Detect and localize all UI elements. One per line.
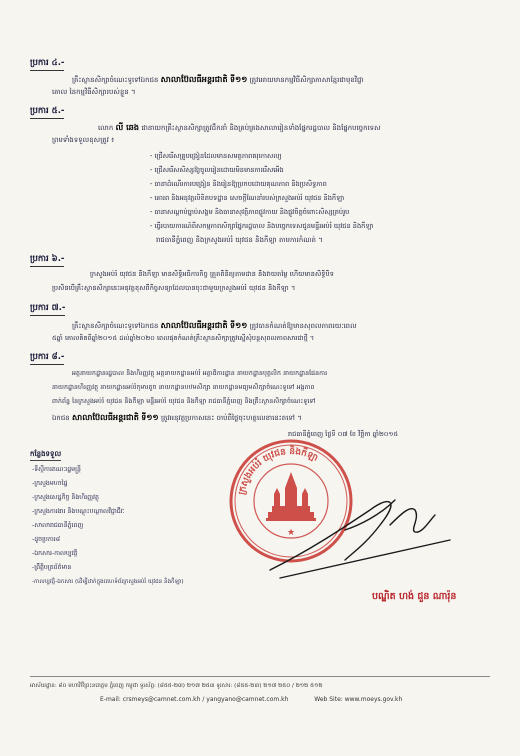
recipients-title: កន្លែងទទួល bbox=[30, 450, 61, 461]
school-name: សាលាប៊ែលធីអន្តរជាតិ bbox=[160, 75, 228, 84]
article-4-prefix: គ្រឹះស្ថានសិក្សាចំណេះទូទៅឯកជន bbox=[72, 76, 159, 84]
recipient-item: -ក្រសួងការងារ និងបណ្តុះបណ្តាលវិជ្ជាជីវៈ bbox=[32, 508, 125, 515]
duty-bullet-continued: រាជធានីភ្នំពេញ និងក្រសួងអប់រំ យុវជន និងកីឡា តាមការកំណត់ ។ bbox=[156, 236, 323, 244]
article-8-prefix: ឯកជន bbox=[52, 414, 70, 422]
article-7-prefix: គ្រឹះស្ថានសិក្សាចំណេះទូទៅឯកជន bbox=[72, 322, 159, 330]
school-number: ទី១១ bbox=[141, 413, 159, 422]
svg-text:★: ★ bbox=[286, 528, 296, 538]
article-8-line-2: នាយកដ្ឋានហិរញ្ញវត្ថុ នាយកដ្ឋានអប់រំកុមារតូច នាយកដ្ឋានបឋមសិក្សា នាយកដ្ឋានមធ្យមសិក្សាចំណេះទូទៅ អង្គភាព bbox=[52, 384, 315, 391]
article-4-label: ប្រការ ៤.- bbox=[30, 58, 64, 71]
article-4-line-1 bbox=[72, 74, 364, 86]
article-6-line-1: ក្រសួងអប់រំ យុវជន និងកីឡា មានសិទ្ធិអធិការកិច្ច ត្រួតពិនិត្យតាមដាន និងវាយតម្លៃ ហើយមានសិទ្ធិបិទ bbox=[90, 270, 334, 278]
duty-bullet: - ធានាដំណើរការបង្រៀន និងរៀនឱ្យប្រកបដោយគុណភាព និងប្រសិទ្ធភាព bbox=[150, 180, 327, 190]
school-number: ទី១១ bbox=[229, 321, 248, 330]
article-4-line-2: គោល នៃកម្មវិធីសិក្សារបស់ខ្លួន ។ bbox=[52, 88, 136, 96]
website-label: Web Site: bbox=[314, 696, 343, 703]
footer-divider bbox=[30, 676, 490, 677]
article-6-line-2: ប្រសិនបើគ្រឹះស្ថានសិក្សានេះអនុវត្តខុសពីកិច្ចសន្យាដែលបានចុះជាមួយក្រសួងអប់រំ យុវជន និងកីឡា ។ bbox=[52, 284, 296, 292]
school-name: សាលាប៊ែលធីអន្តរជាតិ bbox=[71, 413, 139, 422]
article-7-line-1 bbox=[72, 320, 357, 332]
date-line: រាជធានីភ្នំពេញ ថ្ងៃទី ០៧ ខែ វិច្ឆិកា ឆ្នាំ២០១៥ bbox=[288, 430, 399, 438]
recipient-item: -ក្រសួងសេដ្ឋកិច្ច និងហិរញ្ញវត្ថុ bbox=[32, 494, 99, 501]
footer-contact bbox=[100, 696, 402, 703]
recipient-item: -កាលប្បវត្តិ-ឯកសារ (ដើម្បីដាក់ក្នុងគេហទំព័រក្រសួងអប់រំ យុវជន និងកីឡា) bbox=[32, 579, 184, 585]
article-7-suffix: ត្រូវបានកំណត់ឱ្យមានសុពលភាពរយៈពេល bbox=[249, 322, 357, 330]
director-name: លី ឆេង bbox=[115, 123, 140, 132]
duty-bullet: - ជ្រើសរើសសិស្សឱ្យចូលរៀនដោយមិនមានការរើសអើង bbox=[150, 166, 284, 176]
recipient-item: -ដូចប្រការ៨ bbox=[32, 536, 61, 543]
duty-bullet: - គោរព និងអនុវត្តលិខិតបទដ្ឋាន សេចក្តីណែនាំរបស់ក្រសួងអប់រំ យុវជន និងកីឡា bbox=[150, 194, 344, 204]
recipient-item: -ក្រសួងមហាផ្ទៃ bbox=[32, 480, 68, 487]
article-5-suffix: ជានាយកគ្រឹះស្ថានសិក្សាត្រូវដឹកនាំ និងគ្រប់គ្រងសាលារៀនទាំងផ្នែករដ្ឋបាល និងផ្នែកបច្ចេកទេស bbox=[141, 124, 381, 132]
article-5-prefix: លោក bbox=[98, 124, 114, 132]
email-label: E-mail: bbox=[100, 696, 121, 703]
footer-address: អាស័យដ្ឋាន: ៨០ មហាវិថីព្រះនរោត្តម ភ្នំពេញ កម្ពុជា ទូរស័ព្ទ: (៨៥៥-២៣) ២១៧ ២៥៣ ទូរសារ: (៨៥៥-២៣) ២១៧ ២៥០ / ២១២ ៥១២ bbox=[30, 683, 323, 689]
website-link[interactable]: www.moeys.gov.kh bbox=[344, 696, 403, 703]
article-7-label: ប្រការ ៧.- bbox=[30, 303, 65, 316]
school-name: សាលាប៊ែលធីអន្តរជាតិ bbox=[160, 321, 228, 330]
article-5-line-1 bbox=[98, 122, 381, 134]
signatory-name: បណ្ឌិត ហង់ ជួន ណារ៉ុន bbox=[372, 591, 457, 602]
email-link[interactable]: crsmeys@camnet.com.kh / yangyano@camnet.com.kh bbox=[122, 696, 289, 703]
recipient-item: -ទីស្តីការគណៈរដ្ឋមន្ត្រី bbox=[32, 466, 81, 473]
recipient-item: -ព្រឹត្តិបត្រព័ត៌មាន bbox=[32, 564, 72, 571]
article-8-line-1: អគ្គនាយកដ្ឋានរដ្ឋបាល និងហិរញ្ញវត្ថុ អគ្គនាយកដ្ឋានអប់រំ អគ្គាធិការដ្ឋាន នាយកដ្ឋានបុគ្គលិក នាយកដ្ឋានផែនការ bbox=[72, 370, 328, 377]
recipient-item: -ឯកសារ-កាលប្បវត្តិ bbox=[32, 550, 78, 557]
article-8-line-3: ពាក់ព័ន្ធ នៃក្រសួងអប់រំ យុវជន និងកីឡា មន្ទីរអប់រំ យុវជន និងកីឡា រាជធានីភ្នំពេញ និងគ្រឹះស្ថានសិក្សាចំណេះទូទៅ bbox=[52, 398, 316, 405]
article-6-label: ប្រការ ៦.- bbox=[30, 254, 64, 267]
signature-icon bbox=[250, 470, 470, 590]
duty-bullet: - ធានាសណ្តាប់ធ្នាប់សង្គម និងធានាសុវត្ថិភាពផ្លូវកាយ និងផ្លូវចិត្តចំពោះសិស្សគ្រប់រូប bbox=[150, 208, 349, 218]
article-5-label: ប្រការ ៥.- bbox=[30, 106, 64, 119]
article-5-line-2: ព្រមទាំងទទួលខុសត្រូវ ៖ bbox=[52, 136, 115, 144]
seal-text: ក្រសួងអប់រំ យុវជន និងកីឡា bbox=[237, 446, 320, 496]
duty-bullet: - ធ្វើរបាយការណ៍ពីសកម្មភាពសិក្សាផ្នែករដ្ឋបាល និងបច្ចេកទេសជូនមន្ទីរអប់រំ យុវជន និងកីឡា bbox=[150, 222, 373, 232]
article-4-suffix: ត្រូវអោយមានកម្មវិធីសិក្សាភាសាខ្មែរជាមុខវិជ្ជា bbox=[249, 76, 364, 84]
school-number: ទី១១ bbox=[229, 75, 248, 84]
recipient-item: -សាលារាជធានីភ្នំពេញ bbox=[32, 522, 84, 529]
article-8-suffix: ត្រូវអនុវត្តប្រកាសនេះ ចាប់ពីថ្ងៃចុះហត្ថលេខានេះតទៅ ។ bbox=[160, 414, 302, 422]
article-8-label: ប្រការ ៨.- bbox=[30, 352, 64, 365]
article-8-line-4 bbox=[52, 412, 302, 424]
article-7-line-2: ៥ឆ្នាំ គោលគិតពីឆ្នាំ២០១៥ ដល់ឆ្នាំ២០២០ ពេលផុតកំណត់គ្រឹះស្ថានសិក្សាត្រូវស្នើសុំបន្តសុពលភាពសារជាថ្មី ។ bbox=[52, 334, 315, 342]
duty-bullet: - ជ្រើសរើសគ្រូបង្រៀនដែលមានសមត្ថភាពគរុកោសល្យ bbox=[150, 152, 282, 162]
